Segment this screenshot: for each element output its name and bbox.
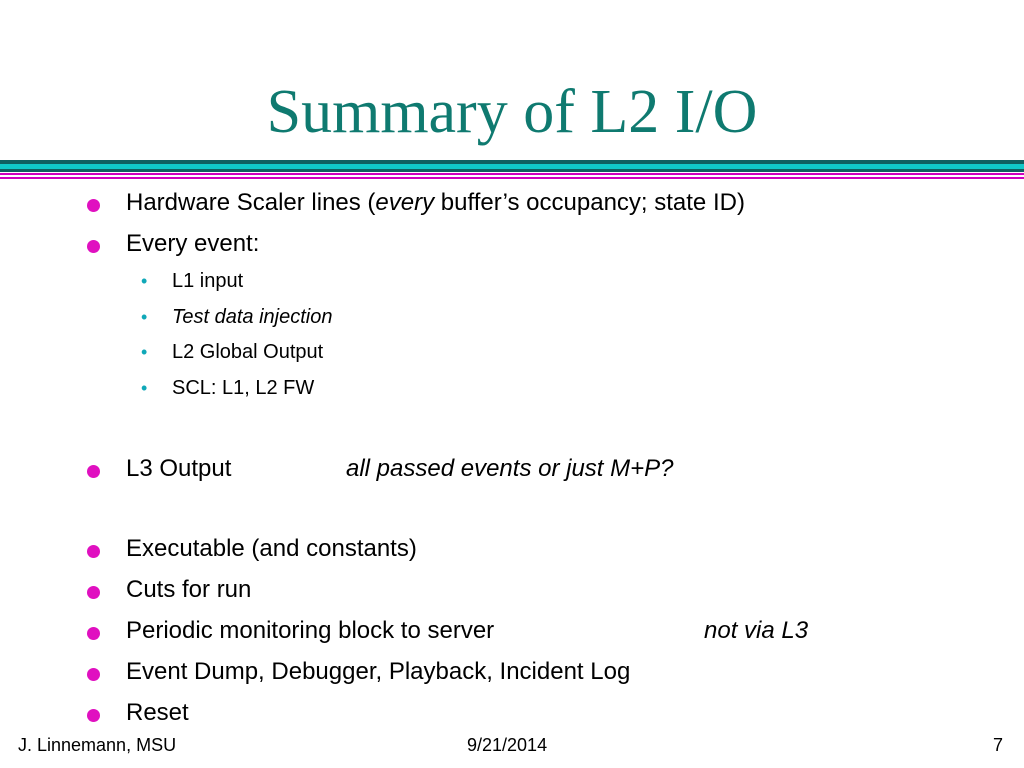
sub-item-l1-input: L1 input [172, 270, 244, 292]
sub-bullet-icon: • [141, 342, 148, 362]
bullet-dot-icon [87, 586, 100, 599]
bullet-dot-icon [87, 709, 100, 722]
slide-title: Summary of L2 I/O [266, 78, 758, 146]
sub-bullet-icon: • [141, 378, 148, 398]
sub-item-scl: SCL: L1, L2 FW [172, 377, 315, 399]
bullet-every-event: Every event: [126, 230, 260, 257]
sub-item-test-data-injection: Test data injection [172, 306, 333, 328]
sub-item-l2-global-output: L2 Global Output [172, 341, 324, 363]
bullet-cuts-for-run: Cuts for run [126, 576, 252, 603]
bullet-l3-output-note: all passed events or just M+P? [346, 455, 674, 482]
bullet-periodic-monitoring: Periodic monitoring block to server [126, 617, 495, 644]
bullet-text: buffer’s occupancy; state ID) [434, 189, 745, 216]
bullet-reset: Reset [126, 699, 189, 726]
footer-author: J. Linnemann, MSU [18, 735, 177, 755]
bullet-dot-icon [87, 465, 100, 478]
bullet-executable: Executable (and constants) [126, 535, 417, 562]
footer-date: 9/21/2014 [467, 735, 548, 755]
title-divider-magenta-2 [0, 177, 1024, 179]
bullet-dot-icon [87, 199, 100, 212]
bullet-text-italic: every [375, 189, 435, 216]
bullet-periodic-monitoring-note: not via L3 [704, 617, 809, 644]
sub-bullet-icon: • [141, 307, 148, 327]
bullet-l3-output: L3 Output [126, 455, 232, 482]
title-divider-dark-bottom [0, 169, 1024, 172]
bullet-dot-icon [87, 627, 100, 640]
title-divider-magenta-1 [0, 173, 1024, 175]
sub-bullet-icon: • [141, 271, 148, 291]
bullet-event-dump: Event Dump, Debugger, Playback, Incident Log [126, 658, 631, 685]
bullet-text: Hardware Scaler lines ( [126, 189, 376, 216]
bullet-dot-icon [87, 668, 100, 681]
bullet-dot-icon [87, 240, 100, 253]
footer-page-number: 7 [993, 735, 1004, 755]
bullet-dot-icon [87, 545, 100, 558]
bullet-hardware-scaler [126, 188, 745, 218]
